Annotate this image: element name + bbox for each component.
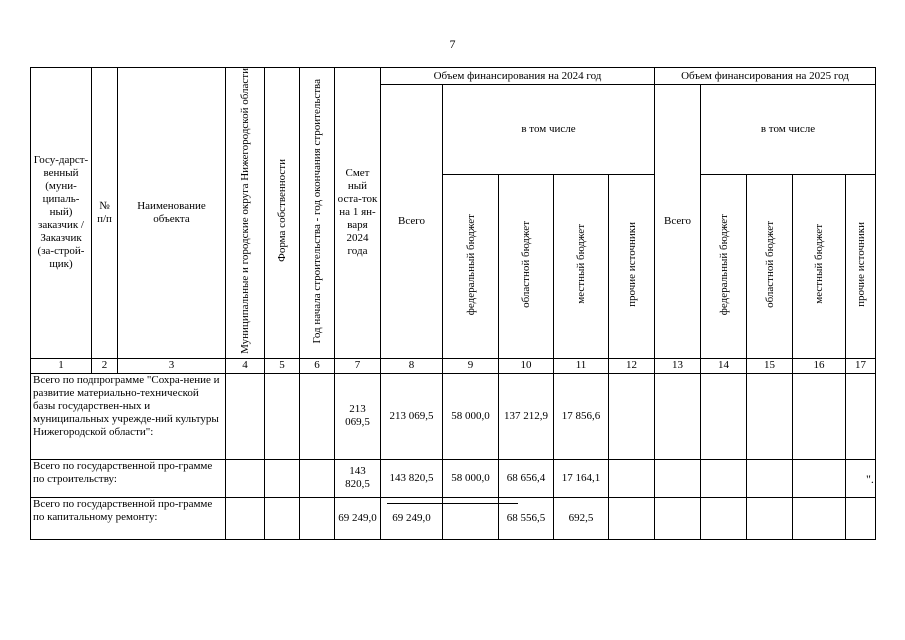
cell-federal-2024: 58 000,0 <box>443 373 499 459</box>
header-including-2025: в том числе <box>701 85 876 175</box>
table-row <box>31 373 876 459</box>
header-other-2024-cell <box>609 174 655 358</box>
header-total-2024: Всего <box>381 85 443 359</box>
cell-federal-2024: 58 000,0 <box>443 459 499 497</box>
cell-regional-2024: 68 556,5 <box>499 497 554 539</box>
col-num-6: 6 <box>300 358 335 373</box>
header-including-2024: в том числе <box>443 85 655 175</box>
col-num-11: 11 <box>554 358 609 373</box>
header-local-2024: местный бюджет <box>575 224 587 305</box>
col-num-2: 2 <box>92 358 118 373</box>
header-ownership-cell <box>265 68 300 359</box>
header-years: Год начала строительства - год окончания строительства <box>311 78 323 344</box>
header-fin-2025: Объем финансирования на 2025 год <box>655 68 876 85</box>
col-num-17: 17 <box>846 358 876 373</box>
col-num-7: 7 <box>335 358 381 373</box>
cell-total-2024: 213 069,5 <box>381 373 443 459</box>
header-municipal: Муниципальные и городские округа Нижегородской области <box>239 68 251 354</box>
cell-local-2024: 17 856,6 <box>554 373 609 459</box>
header-regional-2025: областной бюджет <box>763 220 776 308</box>
cell-local-2024: 692,5 <box>554 497 609 539</box>
header-other-2025: прочие источники <box>854 221 867 307</box>
col-num-5: 5 <box>265 358 300 373</box>
row-label: Всего по государственной про-грамме по капитальному ремонту: <box>31 497 226 539</box>
header-federal-2025: федеральный бюджет <box>717 213 730 315</box>
financing-table <box>30 67 876 540</box>
col-num-13: 13 <box>655 358 701 373</box>
header-regional-2024: областной бюджет <box>520 220 532 308</box>
col-num-16: 16 <box>793 358 846 373</box>
cell-remainder: 213 069,5 <box>335 373 381 459</box>
col-num-1: 1 <box>31 358 92 373</box>
header-local-2025: местный бюджет <box>813 224 825 305</box>
separator-line <box>387 503 518 504</box>
header-regional-2025-cell <box>747 174 793 358</box>
col-num-14: 14 <box>701 358 747 373</box>
header-federal-2025-cell <box>701 174 747 358</box>
header-remainder: Смет ный оста-ток на 1 ян-варя 2024 года <box>335 68 381 359</box>
header-municipal-cell <box>226 68 265 359</box>
header-other-2024: прочие источники <box>625 221 638 307</box>
header-federal-2024-cell <box>443 174 499 358</box>
col-num-15: 15 <box>747 358 793 373</box>
header-local-2025-cell <box>793 174 846 358</box>
header-regional-2024-cell <box>499 174 554 358</box>
col-num-9: 9 <box>443 358 499 373</box>
col-num-4: 4 <box>226 358 265 373</box>
header-total-2025: Всего <box>655 85 701 359</box>
col-num-12: 12 <box>609 358 655 373</box>
cell-regional-2024: 137 212,9 <box>499 373 554 459</box>
page-number: 7 <box>449 37 456 51</box>
header-object-name: Наименование объекта <box>118 68 226 359</box>
cell-regional-2024: 68 656,4 <box>499 459 554 497</box>
header-years-cell <box>300 68 335 359</box>
cell-total-2024: 69 249,0 <box>381 497 443 539</box>
cell-total-2024: 143 820,5 <box>381 459 443 497</box>
header-federal-2024: федеральный бюджет <box>464 213 477 315</box>
column-numbers-row <box>31 358 876 373</box>
col-num-3: 3 <box>118 358 226 373</box>
header-other-2025-cell <box>846 174 876 358</box>
header-customer: Госу-дарст-венный (муни-ципаль-ный) заказчик / Заказчик (за-строй-щик) <box>31 68 92 359</box>
col-num-10: 10 <box>499 358 554 373</box>
header-num: № п/п <box>92 68 118 359</box>
table-row <box>31 459 876 497</box>
header-fin-2024: Объем финансирования на 2024 год <box>381 68 655 85</box>
cell-remainder: 143 820,5 <box>335 459 381 497</box>
cell-local-2024: 17 164,1 <box>554 459 609 497</box>
header-ownership: Форма собственности <box>276 159 288 263</box>
cell-remainder: 69 249,0 <box>335 497 381 539</box>
closing-quote: ". <box>866 472 874 486</box>
row-label: Всего по государственной про-грамме по строительству: <box>31 459 226 497</box>
col-num-8: 8 <box>381 358 443 373</box>
header-local-2024-cell <box>554 174 609 358</box>
row-label: Всего по подпрограмме "Сохра-нение и развитие материально-технической базы государствен-ных и муниципальных учрежде-ний культуры Нижегородской области": <box>31 373 226 459</box>
